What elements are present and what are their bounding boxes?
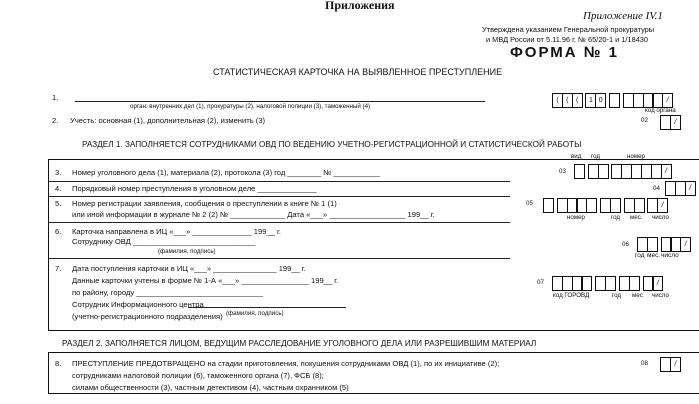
code-cell-group [574, 164, 584, 178]
code-cell-group [624, 198, 644, 212]
code-cell[interactable]: / [680, 237, 691, 252]
account-type-text: Учесть: основная (1), дополнительная (2), изменить (3) [70, 116, 266, 125]
code-cell-group [557, 198, 596, 212]
section2-title: РАЗДЕЛ 2. ЗАПОЛНЯЕТСЯ ЛИЦОМ, ВЕДУЩИМ РАССЛЕДОВАНИЕ УГОЛОВНОГО ДЕЛА ИЛИ РАЗРЕШИВШИМ МАТЕРИАЛ [62, 339, 537, 348]
code-cell-group [619, 276, 639, 290]
item-number: 1. [52, 93, 59, 102]
field-code: 03 [559, 168, 566, 175]
prevented-cells[interactable] [660, 357, 684, 371]
code-cell-group [643, 276, 663, 290]
cell-label: год [635, 252, 645, 259]
cell-label: номер [567, 214, 585, 221]
signature-caption: (фамилия, подпись) [158, 248, 216, 255]
code-cell-group [609, 93, 619, 107]
code-cell-group [552, 93, 581, 107]
item-number: 4. [55, 184, 62, 193]
code-cell[interactable]: / [657, 198, 668, 213]
card-title: СТАТИСТИЧЕСКАЯ КАРТОЧКА НА ВЫЯВЛЕННОЕ ПРЕСТУПЛЕНИЕ [213, 67, 503, 77]
col-label: вид [571, 153, 582, 160]
code-cell[interactable]: / [685, 181, 696, 196]
prevented-line-3: силами общественности (3), частным детективом (4), частным охранником (5) [72, 383, 349, 392]
item-number: 2. [52, 116, 59, 125]
approval-line-2: и МВД России от 5.11.96 г. № 65/20-1 и 1/18430 [486, 35, 649, 44]
cell-label: число [652, 292, 669, 299]
code-cell[interactable] [629, 276, 640, 291]
organ-code-cells[interactable] [552, 93, 676, 107]
organ-caption: орган: внутренних дел (1), прокуратуры (2), налоговой полиции (3), таможенный (4) [130, 103, 371, 110]
code-cell[interactable] [586, 198, 597, 213]
row-divider [48, 196, 510, 197]
field-code: 08 [641, 360, 648, 367]
card-sent-cells[interactable] [637, 237, 690, 251]
code-cell-group [660, 115, 680, 129]
cell-label: число [661, 252, 679, 259]
ic-officer-line: Сотрудник Информационного центра [72, 300, 204, 309]
cell-label: число [652, 214, 669, 221]
code-cell[interactable]: ( [552, 93, 563, 108]
code-cell[interactable] [581, 276, 592, 291]
row-divider [48, 222, 510, 223]
registration-line-1: Номер регистрации заявления, сообщения о преступлении в книге № 1 (1) [72, 199, 337, 208]
code-cell-group [595, 276, 615, 290]
field-code: 06 [622, 241, 629, 248]
organ-code-label: код органа [645, 107, 676, 114]
code-cell[interactable]: / [662, 93, 673, 108]
code-cell[interactable] [574, 164, 585, 179]
code-cell-group [585, 93, 605, 107]
form-1a-line: Данные карточки учтены в форме № 1-А «___» ________________ 199__ г. [72, 276, 339, 285]
code-cell[interactable]: ( [572, 93, 583, 108]
code-cell[interactable]: 1 [585, 93, 596, 108]
page-title: Приложения [325, 0, 395, 12]
col-label: номер [627, 153, 645, 160]
code-cell[interactable]: ( [562, 93, 573, 108]
code-cell[interactable] [605, 276, 616, 291]
account-type-cells[interactable] [660, 115, 684, 129]
signature-line[interactable] [188, 307, 346, 308]
cell-label: мес [632, 292, 643, 299]
organ-input-line[interactable] [75, 101, 485, 102]
row-divider [48, 258, 510, 259]
cell-label: код ГОРОВД [553, 292, 590, 299]
field-code: 02 [641, 117, 648, 124]
card-received-cells[interactable] [552, 276, 666, 290]
code-cell[interactable]: 0 [595, 93, 606, 108]
code-cell-group [611, 164, 670, 178]
item-number: 5. [55, 199, 62, 208]
crime-order-cells[interactable] [665, 181, 698, 195]
case-number-cells[interactable] [574, 164, 674, 178]
code-cell[interactable]: / [652, 276, 663, 291]
card-sent-line: Карточка направлена в ИЦ «___» ______________ 199__ г. [72, 227, 281, 236]
registration-line-2: или иной информации в журнале № 2 (2) № _____________ Дата «___» __________________ 199__ г. [72, 210, 435, 219]
code-cell[interactable] [609, 93, 620, 108]
code-cell-group [623, 93, 672, 107]
code-cell[interactable] [610, 198, 621, 213]
code-cell-group [552, 276, 591, 290]
code-cell-group [665, 181, 694, 195]
field-code: 05 [526, 200, 533, 207]
code-cell[interactable] [634, 198, 645, 213]
code-cell-group [588, 164, 608, 178]
registration-cells[interactable] [543, 198, 671, 212]
code-cell-group [600, 198, 620, 212]
subdivision-line: (учетно-регистрационного подразделения) [72, 312, 223, 321]
code-cell-group [637, 237, 657, 251]
card-received-line: Дата поступления карточки в ИЦ «___» _______________ 199__ г. [72, 264, 306, 273]
code-cell[interactable] [647, 237, 658, 252]
code-cell[interactable]: / [670, 357, 681, 372]
field-code: 07 [537, 279, 544, 286]
prevented-line-2: сотрудниками налоговой полиции (6), таможенного органа (7), ФСБ (8); [72, 371, 324, 380]
code-cell[interactable] [543, 198, 554, 213]
code-cell[interactable]: / [661, 164, 672, 179]
item-number: 8. [55, 359, 62, 368]
code-cell[interactable]: / [670, 115, 681, 130]
cell-label: год [611, 214, 621, 221]
cell-label: мес. [647, 252, 661, 259]
item-number: 7. [55, 264, 62, 273]
code-cell-group [647, 198, 667, 212]
code-cell[interactable] [598, 164, 609, 179]
code-cell-group [543, 198, 553, 212]
signature-caption: (фамилия, подпись) [226, 310, 284, 317]
item-number: 3. [55, 168, 62, 177]
appendix-label: Приложение IV.1 [583, 10, 663, 22]
prevented-line-1: ПРЕСТУПЛЕНИЕ ПРЕДОТВРАЩЕНО на стадии приготовления, покушения сотрудниками ОВД (1), по их инициативе (2); [72, 359, 500, 368]
approval-line-1: Утверждена указанием Генеральной прокуратуры [482, 25, 655, 34]
form-number: ФОРМА № 1 [510, 44, 620, 61]
cell-label: год [612, 292, 622, 299]
crime-order-text: Порядковый номер преступления в уголовном деле ______________ [72, 184, 317, 193]
code-cell-group [660, 357, 680, 371]
case-number-text: Номер уголовного дела (1), материала (2), протокола (3) год ________ № ___________ [72, 168, 381, 177]
col-label: год [591, 153, 601, 160]
item-number: 6. [55, 227, 62, 236]
cell-label: мес. [630, 214, 643, 221]
field-code: 04 [653, 185, 660, 192]
district-line: по району, городу ______________________________ [72, 288, 263, 297]
code-cell-group [661, 237, 690, 251]
section1-title: РАЗДЕЛ 1. ЗАПОЛНЯЕТСЯ СОТРУДНИКАМИ ОВД ПО ВЕДЕНИЮ УЧЕТНО-РЕГИСТРАЦИОННОЙ И СТАТИСТИЧЕСКОЙ РАБОТЫ [82, 140, 582, 149]
officer-line: Сотруднику ОВД _____________________________ [72, 237, 256, 246]
row-divider [48, 181, 510, 182]
